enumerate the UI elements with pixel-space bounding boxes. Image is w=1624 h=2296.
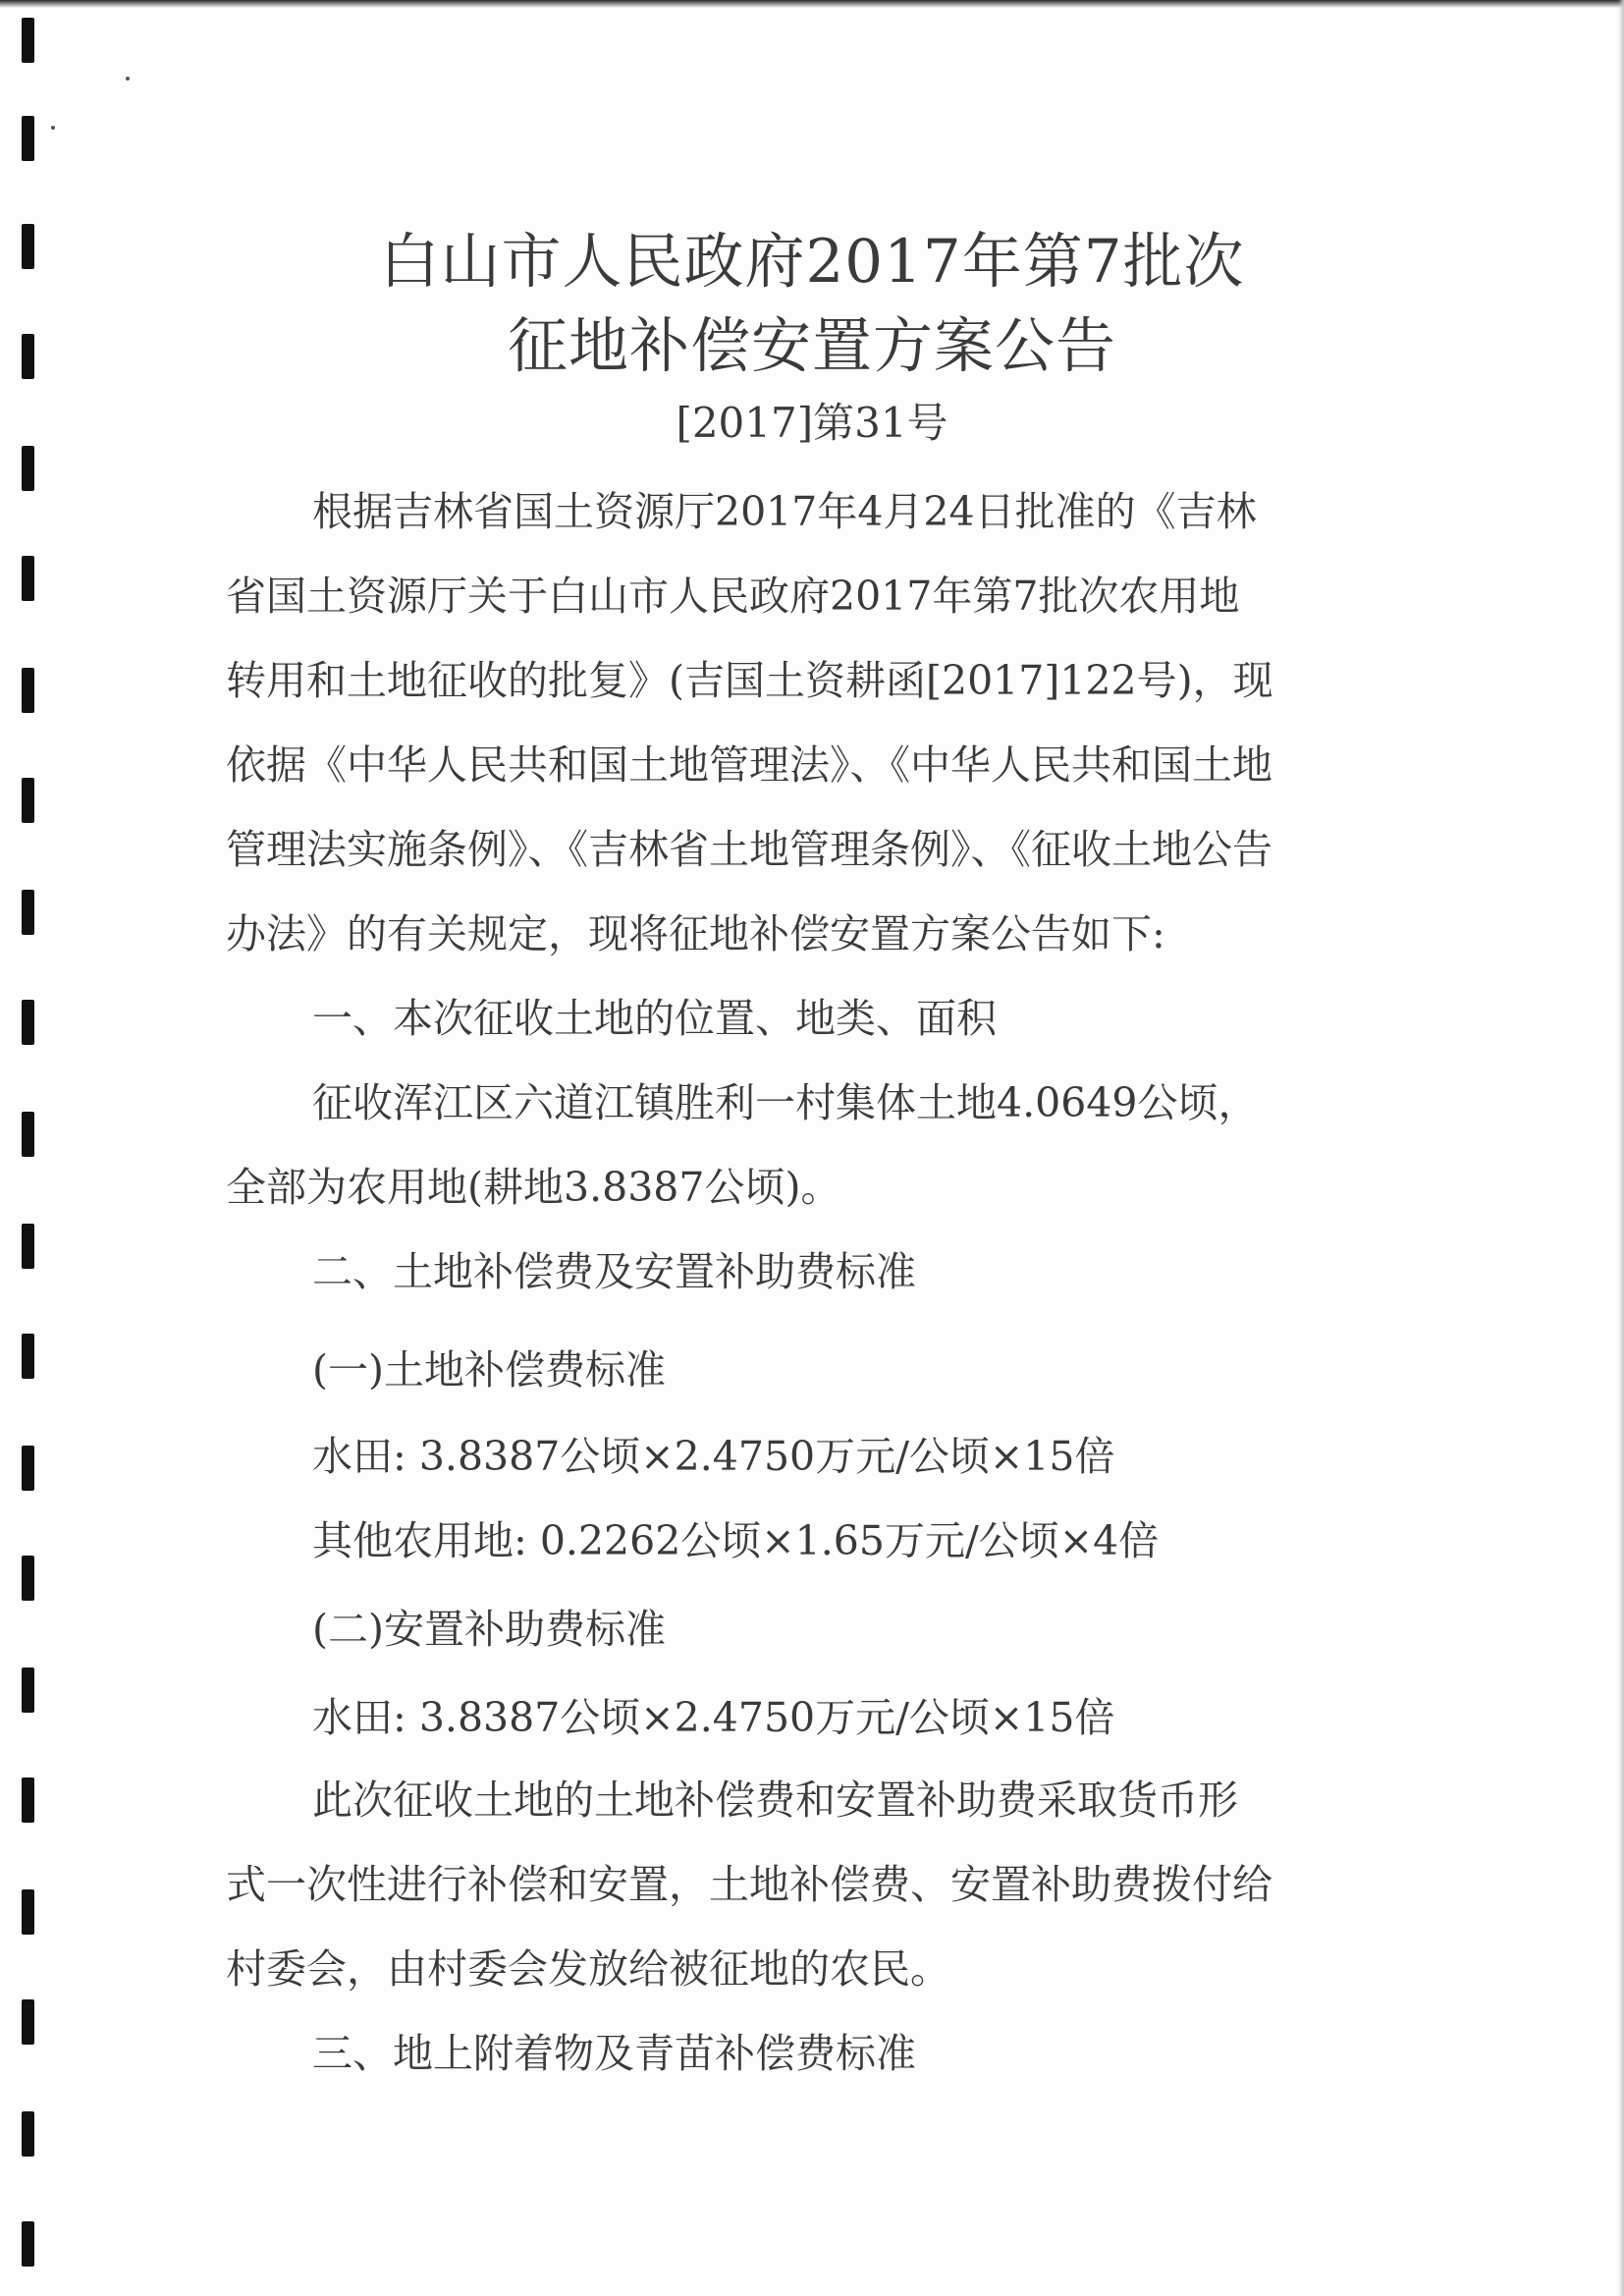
section-heading: 三、地上附着物及青苗补偿费标准 (312, 2030, 916, 2077)
formula-line: 水田: 3.8387公顷×2.4750万元/公顷×15倍 (312, 1433, 1115, 1480)
section-heading: 二、土地补偿费及安置补助费标准 (312, 1248, 916, 1295)
scan-speck (51, 126, 55, 130)
body-line: 村委会，由村委会发放给被征地的农民。 (226, 1945, 950, 1993)
scan-speck (126, 77, 130, 81)
body-line: 根据吉林省国土资源厅2017年4月24日批准的《吉林 (312, 488, 1257, 535)
body-line: 省国土资源厅关于白山市人民政府2017年第7批次农用地 (226, 573, 1240, 620)
binding-hole (22, 778, 34, 823)
body-line: 办法》的有关规定，现将征地补偿安置方案公告如下: (226, 910, 1165, 957)
section-heading: 一、本次征收土地的位置、地类、面积 (312, 995, 997, 1042)
binding-hole (22, 1446, 34, 1491)
body-line: 式一次性进行补偿和安置，土地补偿费、安置补助费拨付给 (226, 1861, 1272, 1908)
binding-hole (22, 890, 34, 935)
subsection-heading: (二)安置补助费标准 (312, 1606, 666, 1653)
binding-hole (22, 1000, 34, 1045)
body-line: 依据《中华人民共和国土地管理法》、《中华人民共和国土地 (226, 741, 1272, 789)
subsection-heading: (一)土地补偿费标准 (312, 1346, 666, 1394)
binding-hole (22, 116, 34, 161)
page-title-line-1: 白山市人民政府2017年第7批次 (379, 227, 1245, 297)
binding-hole (22, 1112, 34, 1157)
body-line: 管理法实施条例》、《吉林省土地管理条例》、《征收土地公告 (226, 826, 1272, 873)
binding-hole (22, 556, 34, 601)
binding-hole (22, 2111, 34, 2157)
binding-hole (22, 1999, 34, 2045)
body-line: 征收浑江区六道江镇胜利一村集体土地4.0649公顷， (312, 1079, 1259, 1126)
body-line: 此次征收土地的土地补偿费和安置补助费采取货币形 (312, 1777, 1238, 1824)
binding-hole (22, 1667, 34, 1713)
scan-top-edge (0, 0, 1624, 8)
binding-hole (22, 1777, 34, 1823)
binding-hole (22, 1224, 34, 1269)
body-line: 全部为农用地(耕地3.8387公顷)。 (226, 1164, 841, 1211)
binding-hole (22, 2221, 34, 2267)
binding-hole (22, 18, 34, 63)
binding-hole (22, 1889, 34, 1935)
body-line: 转用和土地征收的批复》(吉国土资耕函[2017]122号)，现 (226, 657, 1273, 704)
formula-line: 水田: 3.8387公顷×2.4750万元/公顷×15倍 (312, 1694, 1115, 1741)
page-title-line-2: 征地补偿安置方案公告 (507, 311, 1116, 381)
formula-line: 其他农用地: 0.2262公顷×1.65万元/公顷×4倍 (312, 1517, 1160, 1564)
binding-hole (22, 1334, 34, 1379)
binding-hole (22, 446, 34, 491)
document-number: [2017]第31号 (676, 399, 948, 447)
binding-hole (22, 1556, 34, 1601)
binding-hole (22, 668, 34, 713)
